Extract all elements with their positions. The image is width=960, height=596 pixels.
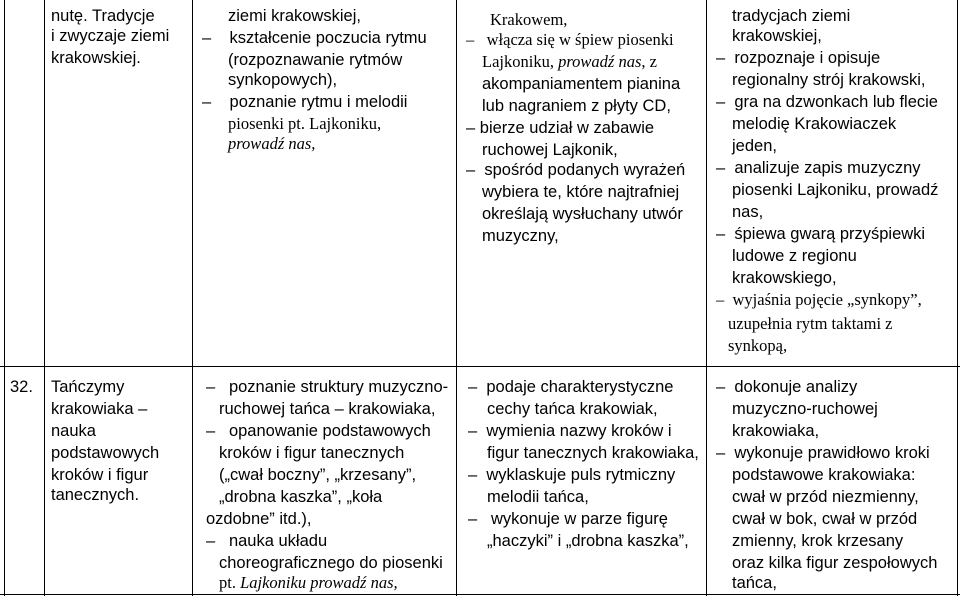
dash-bullet: –	[466, 119, 476, 137]
goal-line: ozdobne” itd.),	[206, 510, 312, 528]
activity-line: wybiera te, które najtrafniej	[482, 183, 680, 201]
topic-line: i zwyczaje ziemi	[51, 27, 170, 45]
dash-bullet: –	[468, 510, 478, 528]
activity-line: lub nagraniem z płyty CD,	[482, 97, 671, 115]
activity-line: ruchowej Lajkonik,	[482, 141, 618, 159]
outcome-line: – śpiewa gwarą przyśpiewki	[716, 225, 926, 243]
outcome-line: oraz kilka figur zespołowych	[732, 554, 938, 572]
goal-line: – poznanie rytmu i melodii	[202, 93, 408, 111]
outcome-line: synkopą,	[728, 336, 788, 355]
outcome-line: ludowe z regionu	[732, 247, 857, 265]
goal-line: prowadź nas,	[228, 134, 316, 153]
outcome-line: krakowiaka,	[732, 422, 820, 440]
goal-line: – kształcenie poczucia rytmu	[202, 29, 427, 47]
activity-line: melodii tańca,	[487, 488, 589, 506]
activity-line: – włącza się w śpiew piosenki	[466, 30, 674, 49]
activity-line: cechy tańca krakowiak,	[487, 400, 658, 418]
goal-line: piosenki pt. Lajkoniku,	[228, 114, 382, 133]
dash-bullet: –	[716, 93, 726, 111]
outcome-line: krakowskiego,	[732, 269, 837, 287]
goal-line: synkopowych),	[228, 71, 338, 89]
activity-line: – bierze udział w zabawie	[466, 119, 655, 137]
song-title: Lajkoniku prowadź nas,	[240, 573, 398, 592]
topic-line: podstawowych	[51, 444, 160, 462]
goal-line: – nauka układu	[206, 532, 328, 550]
goal-line	[219, 573, 398, 593]
topic-line: krakowskiej.	[51, 49, 141, 67]
dash-bullet: –	[206, 378, 216, 396]
goal-line: ziemi krakowskiej,	[228, 7, 361, 25]
outcome-line: – wykonuje prawidłowo kroki	[716, 444, 930, 462]
outcome-line: regionalny strój krakowski,	[732, 71, 926, 89]
activity-line: Krakowem,	[490, 10, 568, 29]
goal-line-prefix: pt.	[219, 573, 241, 592]
outcome-line: – analizuje zapis muzyczny	[716, 159, 921, 177]
activity-line: figur tanecznych krakowiaka,	[487, 444, 699, 462]
dash-bullet: –	[466, 30, 475, 49]
activity-line: „haczyki” i „drobna kaszka”,	[487, 532, 689, 550]
activity-line: akompaniamentem pianina	[482, 75, 681, 93]
dash-bullet: –	[468, 422, 478, 440]
outcome-line: tradycjach ziemi	[732, 7, 851, 25]
dash-bullet: –	[468, 466, 478, 484]
topic-line: tanecznych.	[51, 486, 140, 504]
dash-bullet: –	[716, 290, 725, 309]
outcome-line: uzupełnia rytm taktami z	[728, 314, 893, 333]
outcome-line: krakowskiej,	[732, 27, 822, 45]
outcome-line: zmienny, krok krzesany	[732, 532, 904, 550]
outcome-line: – dokonuje analizy	[716, 378, 858, 396]
outcome-line: – rozpoznaje i opisuje	[716, 49, 881, 67]
dash-bullet: –	[716, 225, 726, 243]
activity-line: określają wysłuchany utwór	[482, 205, 683, 223]
goal-line: choreograficznego do piosenki	[219, 554, 443, 572]
goal-line: ruchowej tańca – krakowiaka,	[219, 400, 436, 418]
outcome-line: cwał w bok, cwał w przód	[732, 510, 918, 528]
activity-line: – wyklaskuje puls rytmiczny	[468, 466, 676, 484]
dash-bullet: –	[716, 444, 726, 462]
outcome-line: piosenki Lajkoniku, prowadź	[732, 181, 939, 199]
activity-line: – wykonuje w parze figurę	[468, 510, 668, 528]
dash-bullet: –	[202, 29, 212, 47]
outcome-line: melodię Krakowiaczek	[732, 115, 897, 133]
dash-bullet: –	[716, 49, 726, 67]
activity-line: – spośród podanych wyrażeń	[466, 161, 686, 179]
activity-line: – wymienia nazwy kroków i	[468, 422, 672, 440]
goal-line: kroków i figur tanecznych	[219, 444, 405, 462]
dash-bullet: –	[468, 378, 478, 396]
lesson-number: 32.	[10, 378, 33, 396]
outcome-line: jeden,	[732, 137, 777, 155]
outcome-line: podstawowe krakowiaka:	[732, 466, 916, 484]
outcome-line: – gra na dzwonkach lub flecie	[716, 93, 938, 111]
dash-bullet: –	[206, 422, 216, 440]
outcome-line: nas,	[732, 203, 764, 221]
dash-bullet: –	[466, 161, 476, 179]
outcome-line: cwał w przód niezmienny,	[732, 488, 919, 506]
goal-line: („cwał boczny”, „krzesany”,	[219, 466, 417, 484]
goal-line: „drobna kaszka”, „koła	[219, 488, 383, 506]
activity-line: Lajkoniku, prowadź nas, z	[482, 52, 657, 71]
goal-line: – poznanie struktury muzyczno-	[206, 378, 449, 396]
topic-line: krakowiaka –	[51, 400, 148, 418]
dash-bullet: –	[202, 93, 212, 111]
table-row	[0, 367, 960, 595]
activity-line: – podaje charakterystyczne	[468, 378, 674, 396]
outcome-line: – wyjaśnia pojęcie „synkopy”,	[716, 290, 922, 309]
outcome-line: tańca,	[732, 574, 777, 592]
goal-line: (rozpoznawanie rytmów	[228, 51, 403, 69]
outcome-line: muzyczno-ruchowej	[732, 400, 878, 418]
topic-line: nauka	[51, 422, 96, 440]
topic-line: kroków i figur	[51, 466, 149, 484]
dash-bullet: –	[206, 532, 216, 550]
dash-bullet: –	[716, 159, 726, 177]
goal-line: – opanowanie podstawowych	[206, 422, 431, 440]
activity-line: muzyczny,	[482, 227, 559, 245]
topic-line: Tańczymy	[51, 378, 125, 396]
topic-line: nutę. Tradycje	[51, 7, 155, 25]
dash-bullet: –	[716, 378, 726, 396]
